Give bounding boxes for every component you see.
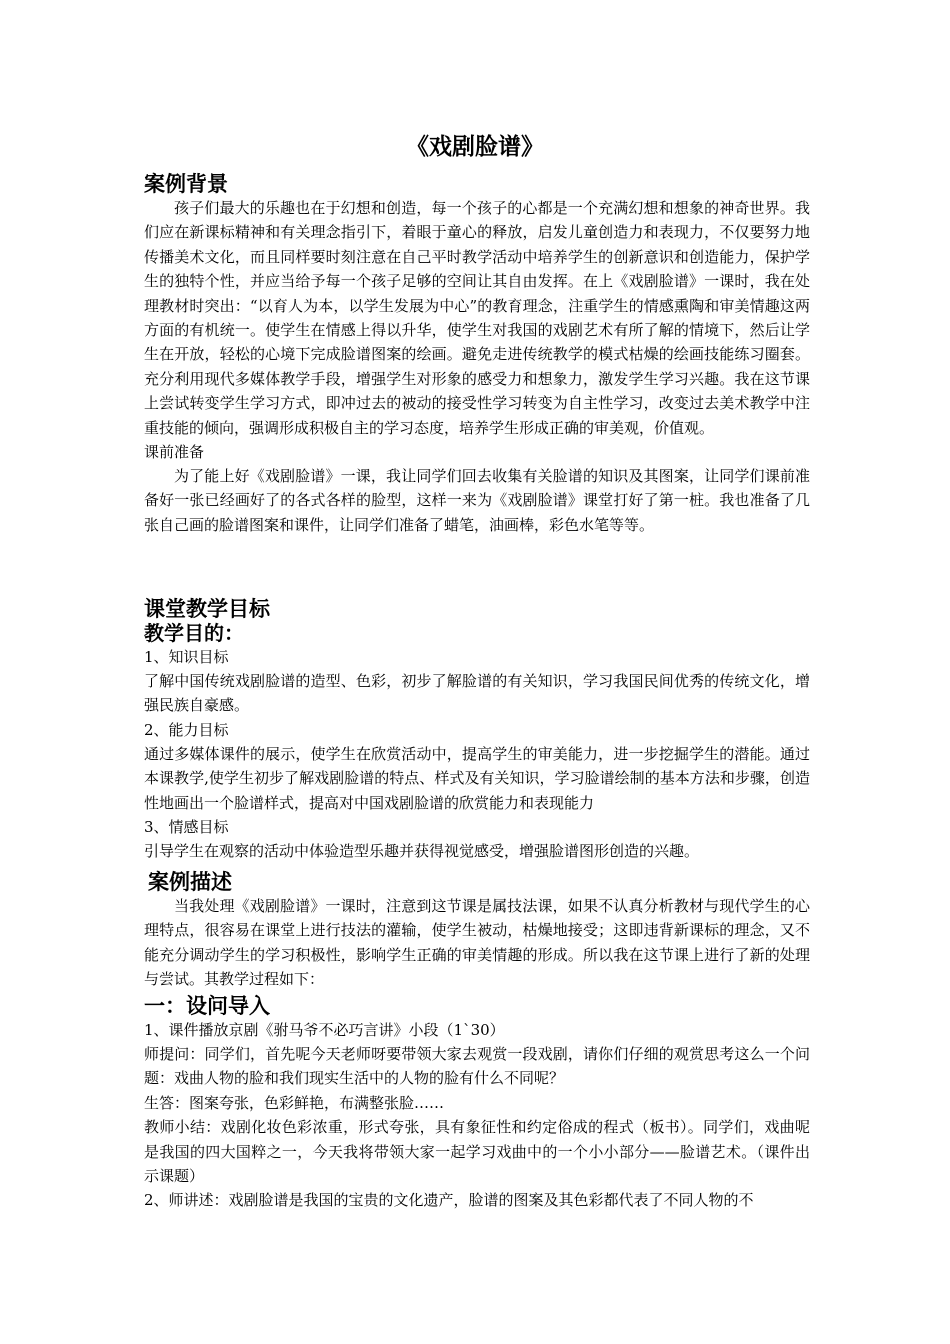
step1-question: 师提问：同学们，首先呢今天老师呀要带领大家去观赏一段戏剧，请你们仔细的观赏思考这么一个问题：戏曲人物的脸和我们现实生活中的人物的脸有什么不同呢？: [144, 1045, 810, 1088]
prep-paragraph: 为了能上好《戏剧脸谱》一课，我让同学们回去收集有关脸谱的知识及其图案，让同学们课前准备好一张已经画好了的各式各样的脸型，这样一来为《戏剧脸谱》课堂打好了第一桩。我也准备了几张自己画的脸谱图案和课件，让同学们准备了蜡笔，油画棒，彩色水笔等等。: [144, 467, 810, 534]
step1-summary: 教师小结：戏剧化妆色彩浓重，形式夸张，具有象征性和约定俗成的程式（板书）。同学们，戏曲呢是我国的四大国粹之一，今天我将带领大家一起学习戏曲中的一个小小部分——脸谱艺术。（课件出示课题）: [144, 1118, 810, 1186]
step1-line2: 2、师讲述：戏剧脸谱是我国的宝贵的文化遗产，脸谱的图案及其色彩都代表了不同人物的不: [144, 1191, 754, 1210]
document-title: 《戏剧脸谱》: [406, 134, 544, 160]
ability-label: 2、能力目标: [144, 720, 229, 739]
step1-line1: 1、课件播放京剧《驸马爷不必巧言讲》小段（1`30）: [144, 1020, 505, 1039]
knowledge-label: 1、知识目标: [144, 648, 229, 666]
prep-heading: 课前准备: [144, 443, 205, 462]
emotion-label: 3、情感目标: [144, 818, 229, 837]
section-description: [144, 870, 810, 1213]
knowledge-text: 了解中国传统戏剧脸谱的造型、色彩，初步了解脸谱的有关知识，学习我国民间优秀的传统文化，增强民族自豪感。: [144, 672, 810, 715]
section-goals: [144, 597, 810, 863]
emotion-text: 引导学生在观察的活动中体验造型乐趣并获得视觉感受，增强脸谱图形创造的兴趣。: [144, 842, 700, 861]
background-paragraph: 孩子们最大的乐趣也在于幻想和创造，每一个孩子的心都是一个充满幻想和想象的神奇世界。我们应在新课标精神和有关理念指引下，着眼于童心的释放，启发儿童创造力和表现力，不仅要努力地传播美术文化，而且同样要时刻注意在自己平时教学活动中培养学生的创新意识和创造能力，保护学生的独特个性，并应当给予每一个孩子足够的空间让其自由发挥。在上《戏剧脸谱》一课时，我在处理教材时突出：“以育人为本，以学生发展为中心”的教育理念，注重学生的情感熏陶和审美情趣这两方面的有机统一。使学生在情感上得以升华，使学生对我国的戏剧艺术有所了解的情境下，然后让学生在开放，轻松的心境下完成脸谱图案的绘画。避免走进传统教学的模式枯燥的绘画技能练习圈套。充分利用现代多媒体教学手段，增强学生对形象的感受力和想象力，激发学生学习兴趣。我在这节课上尝试转变学生学习方式，即冲过去的被动的接受性学习转变为自主性学习，改变过去美术教学中注重技能的倾向，强调形成积极自主的学习态度，培养学生形成正确的审美观，价值观。: [144, 199, 810, 437]
step1-heading: 一：设问导入: [144, 993, 270, 1018]
goals-heading: 课堂教学目标: [144, 597, 270, 621]
section-background: [144, 172, 810, 537]
description-heading: 案例描述: [148, 870, 232, 894]
goals-subheading: 教学目的：: [144, 621, 244, 645]
background-heading: 案例背景: [144, 172, 228, 196]
description-paragraph: 当我处理《戏剧脸谱》一课时，注意到这节课是属技法课，如果不认真分析教材与现代学生的心理特点，很容易在课堂上进行技法的灌输，使学生被动，枯燥地接受；这即违背新课标的理念，又不能充分调动学生的学习积极性，影响学生正确的审美情趣的形成。所以我在这节课上进行了新的处理与尝试。其教学过程如下：: [144, 897, 810, 989]
step1-answer: 生答：图案夸张，色彩鲜艳，布满整张脸……: [144, 1093, 445, 1112]
ability-text: 通过多媒体课件的展示，使学生在欣赏活动中，提高学生的审美能力，进一步挖掘学生的潜能。通过本课教学,使学生初步了解戏剧脸谱的特点、样式及有关知识，学习脸谱绘制的基本方法和步骤，创造性地画出一个脸谱样式，提高对中国戏剧脸谱的欣赏能力和表现能力: [144, 744, 810, 812]
